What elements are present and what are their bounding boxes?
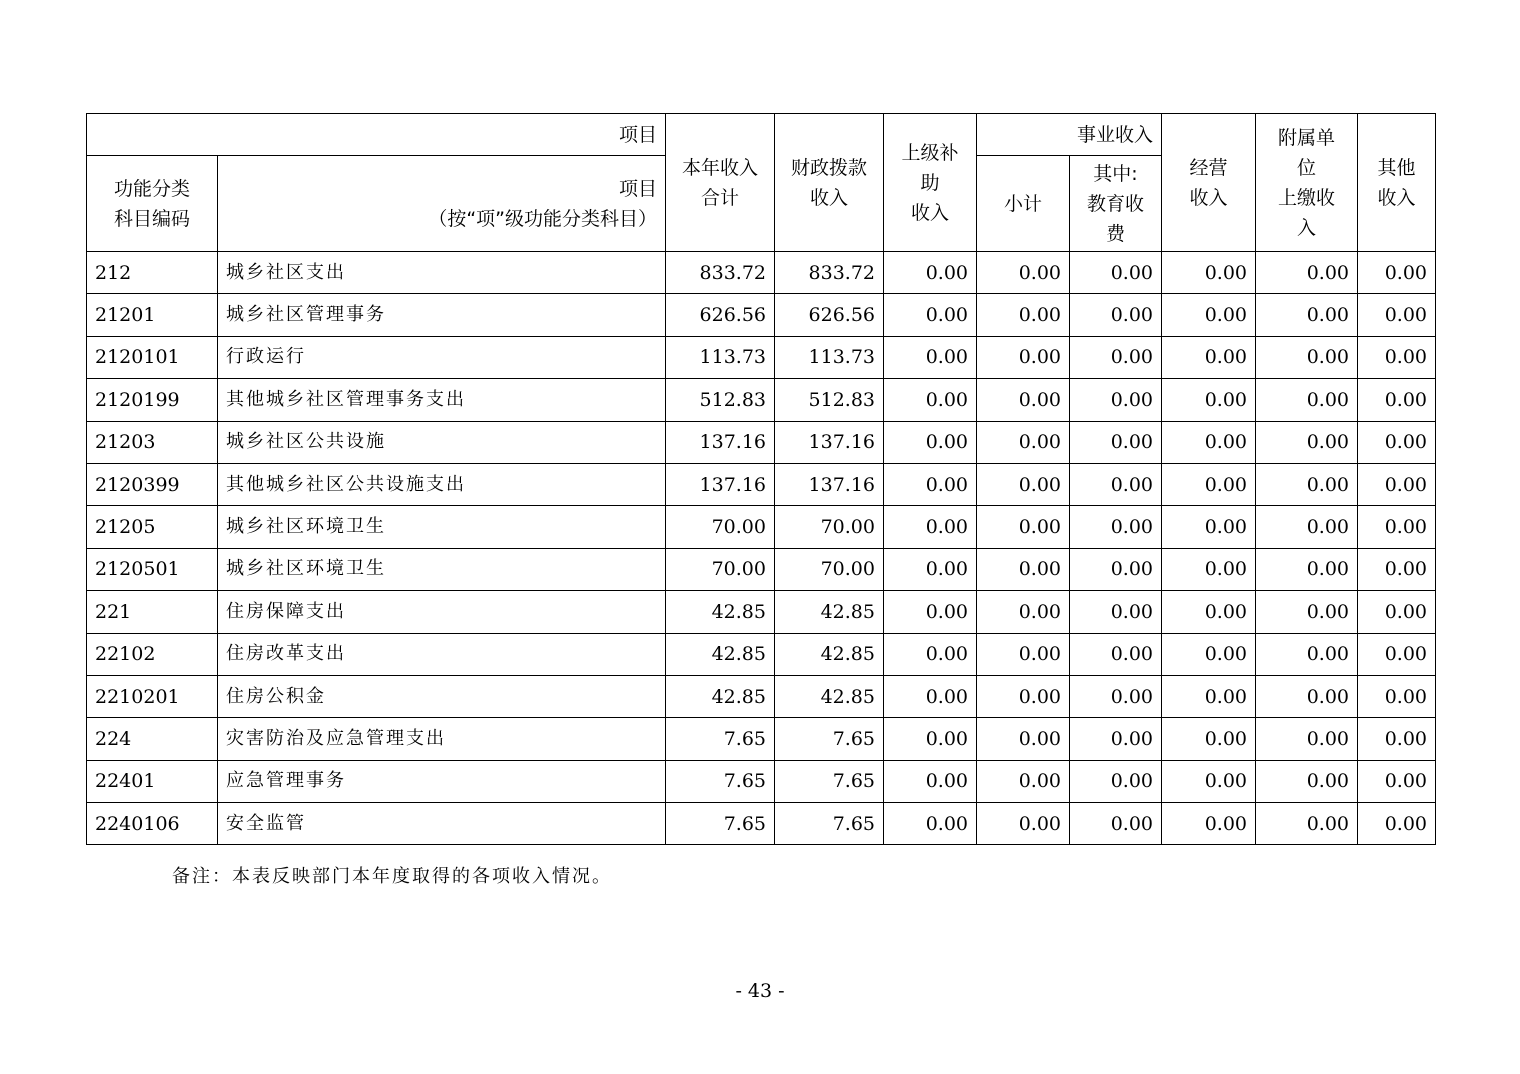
cell-subtotal: 0.00 [977, 506, 1070, 548]
cell-name: 城乡社区管理事务 [218, 294, 666, 336]
cell-upper: 0.00 [884, 548, 977, 590]
cell-edu: 0.00 [1070, 421, 1162, 463]
cell-fiscal: 833.72 [775, 252, 884, 294]
cell-edu: 0.00 [1070, 675, 1162, 717]
cell-affiliated: 0.00 [1256, 760, 1358, 802]
cell-upper: 0.00 [884, 760, 977, 802]
cell-upper: 0.00 [884, 379, 977, 421]
cell-code: 2120501 [87, 548, 218, 590]
cell-subtotal: 0.00 [977, 633, 1070, 675]
cell-upper: 0.00 [884, 463, 977, 505]
cell-other: 0.00 [1358, 336, 1436, 378]
cell-other: 0.00 [1358, 252, 1436, 294]
cell-code: 212 [87, 252, 218, 294]
cell-other: 0.00 [1358, 718, 1436, 760]
cell-fiscal: 70.00 [775, 548, 884, 590]
cell-upper: 0.00 [884, 718, 977, 760]
cell-name: 行政运行 [218, 336, 666, 378]
cell-other: 0.00 [1358, 633, 1436, 675]
cell-code: 21201 [87, 294, 218, 336]
table-row [87, 379, 1436, 421]
header-item: 项目 （按“项”级功能分类科目） [218, 156, 666, 252]
cell-other: 0.00 [1358, 675, 1436, 717]
cell-edu: 0.00 [1070, 633, 1162, 675]
header-fiscal: 财政拨款 收入 [775, 114, 884, 252]
table-row [87, 718, 1436, 760]
header-education-fee: 其中: 教育收 费 [1070, 156, 1162, 252]
cell-name: 城乡社区支出 [218, 252, 666, 294]
cell-code: 2120199 [87, 379, 218, 421]
cell-name: 其他城乡社区公共设施支出 [218, 463, 666, 505]
cell-edu: 0.00 [1070, 718, 1162, 760]
cell-total: 113.73 [666, 336, 775, 378]
cell-total: 7.65 [666, 718, 775, 760]
table-row [87, 252, 1436, 294]
cell-total: 42.85 [666, 675, 775, 717]
cell-upper: 0.00 [884, 252, 977, 294]
cell-subtotal: 0.00 [977, 548, 1070, 590]
cell-subtotal: 0.00 [977, 379, 1070, 421]
cell-total: 42.85 [666, 633, 775, 675]
cell-operating: 0.00 [1162, 252, 1256, 294]
cell-operating: 0.00 [1162, 591, 1256, 633]
header-other: 其他 收入 [1358, 114, 1436, 252]
cell-affiliated: 0.00 [1256, 421, 1358, 463]
cell-affiliated: 0.00 [1256, 548, 1358, 590]
cell-code: 2120101 [87, 336, 218, 378]
cell-subtotal: 0.00 [977, 591, 1070, 633]
cell-subtotal: 0.00 [977, 421, 1070, 463]
cell-name: 城乡社区环境卫生 [218, 506, 666, 548]
cell-code: 21203 [87, 421, 218, 463]
cell-code: 22102 [87, 633, 218, 675]
cell-name: 其他城乡社区管理事务支出 [218, 379, 666, 421]
cell-other: 0.00 [1358, 506, 1436, 548]
cell-fiscal: 137.16 [775, 463, 884, 505]
cell-name: 住房改革支出 [218, 633, 666, 675]
cell-code: 224 [87, 718, 218, 760]
cell-total: 70.00 [666, 548, 775, 590]
cell-fiscal: 626.56 [775, 294, 884, 336]
cell-total: 833.72 [666, 252, 775, 294]
cell-code: 21205 [87, 506, 218, 548]
cell-fiscal: 42.85 [775, 633, 884, 675]
table-row [87, 803, 1436, 845]
cell-code: 2210201 [87, 675, 218, 717]
cell-edu: 0.00 [1070, 252, 1162, 294]
cell-operating: 0.00 [1162, 463, 1256, 505]
cell-operating: 0.00 [1162, 336, 1256, 378]
cell-subtotal: 0.00 [977, 294, 1070, 336]
cell-other: 0.00 [1358, 803, 1436, 845]
cell-edu: 0.00 [1070, 591, 1162, 633]
cell-name: 住房公积金 [218, 675, 666, 717]
table-row [87, 336, 1436, 378]
cell-name: 安全监管 [218, 803, 666, 845]
table-row [87, 675, 1436, 717]
cell-subtotal: 0.00 [977, 675, 1070, 717]
cell-operating: 0.00 [1162, 506, 1256, 548]
cell-other: 0.00 [1358, 760, 1436, 802]
header-operating: 经营 收入 [1162, 114, 1256, 252]
table-row [87, 421, 1436, 463]
cell-affiliated: 0.00 [1256, 675, 1358, 717]
cell-fiscal: 512.83 [775, 379, 884, 421]
header-upper-subsidy: 上级补 助 收入 [884, 114, 977, 252]
cell-upper: 0.00 [884, 633, 977, 675]
cell-edu: 0.00 [1070, 294, 1162, 336]
header-affiliated: 附属单 位 上缴收 入 [1256, 114, 1358, 252]
cell-upper: 0.00 [884, 506, 977, 548]
cell-operating: 0.00 [1162, 760, 1256, 802]
cell-operating: 0.00 [1162, 548, 1256, 590]
table-row [87, 548, 1436, 590]
cell-total: 7.65 [666, 803, 775, 845]
cell-upper: 0.00 [884, 803, 977, 845]
cell-edu: 0.00 [1070, 548, 1162, 590]
cell-code: 22401 [87, 760, 218, 802]
cell-edu: 0.00 [1070, 463, 1162, 505]
cell-edu: 0.00 [1070, 803, 1162, 845]
table-row [87, 463, 1436, 505]
table-row [87, 591, 1436, 633]
cell-other: 0.00 [1358, 421, 1436, 463]
cell-total: 70.00 [666, 506, 775, 548]
cell-upper: 0.00 [884, 675, 977, 717]
cell-edu: 0.00 [1070, 506, 1162, 548]
cell-operating: 0.00 [1162, 421, 1256, 463]
cell-total: 626.56 [666, 294, 775, 336]
cell-operating: 0.00 [1162, 718, 1256, 760]
cell-fiscal: 70.00 [775, 506, 884, 548]
cell-fiscal: 113.73 [775, 336, 884, 378]
table-row [87, 294, 1436, 336]
cell-subtotal: 0.00 [977, 803, 1070, 845]
cell-name: 应急管理事务 [218, 760, 666, 802]
cell-other: 0.00 [1358, 591, 1436, 633]
cell-total: 7.65 [666, 760, 775, 802]
cell-code: 2120399 [87, 463, 218, 505]
cell-fiscal: 42.85 [775, 591, 884, 633]
cell-fiscal: 137.16 [775, 421, 884, 463]
cell-subtotal: 0.00 [977, 760, 1070, 802]
table-body [87, 252, 1436, 845]
cell-total: 512.83 [666, 379, 775, 421]
cell-name: 灾害防治及应急管理支出 [218, 718, 666, 760]
cell-subtotal: 0.00 [977, 463, 1070, 505]
cell-operating: 0.00 [1162, 294, 1256, 336]
header-subtotal: 小计 [977, 156, 1070, 252]
cell-fiscal: 7.65 [775, 803, 884, 845]
cell-affiliated: 0.00 [1256, 803, 1358, 845]
cell-edu: 0.00 [1070, 760, 1162, 802]
header-code: 功能分类 科目编码 [87, 156, 218, 252]
cell-code: 221 [87, 591, 218, 633]
cell-operating: 0.00 [1162, 803, 1256, 845]
cell-total: 42.85 [666, 591, 775, 633]
cell-affiliated: 0.00 [1256, 506, 1358, 548]
cell-other: 0.00 [1358, 548, 1436, 590]
cell-upper: 0.00 [884, 421, 977, 463]
cell-name: 住房保障支出 [218, 591, 666, 633]
cell-other: 0.00 [1358, 294, 1436, 336]
cell-affiliated: 0.00 [1256, 591, 1358, 633]
cell-operating: 0.00 [1162, 633, 1256, 675]
cell-upper: 0.00 [884, 336, 977, 378]
cell-affiliated: 0.00 [1256, 379, 1358, 421]
income-table [86, 113, 1436, 845]
cell-affiliated: 0.00 [1256, 633, 1358, 675]
cell-total: 137.16 [666, 421, 775, 463]
cell-edu: 0.00 [1070, 379, 1162, 421]
cell-affiliated: 0.00 [1256, 463, 1358, 505]
cell-code: 2240106 [87, 803, 218, 845]
table-row [87, 633, 1436, 675]
table-row [87, 506, 1436, 548]
table-row [87, 760, 1436, 802]
cell-affiliated: 0.00 [1256, 336, 1358, 378]
cell-other: 0.00 [1358, 379, 1436, 421]
cell-affiliated: 0.00 [1256, 718, 1358, 760]
page-number: - 43 - [735, 980, 785, 1002]
header-project: 项目 [87, 114, 666, 156]
cell-name: 城乡社区环境卫生 [218, 548, 666, 590]
cell-total: 137.16 [666, 463, 775, 505]
cell-fiscal: 7.65 [775, 760, 884, 802]
header-total: 本年收入 合计 [666, 114, 775, 252]
header-business-income: 事业收入 [977, 114, 1162, 156]
cell-fiscal: 7.65 [775, 718, 884, 760]
cell-operating: 0.00 [1162, 675, 1256, 717]
cell-affiliated: 0.00 [1256, 294, 1358, 336]
cell-edu: 0.00 [1070, 336, 1162, 378]
cell-other: 0.00 [1358, 463, 1436, 505]
cell-affiliated: 0.00 [1256, 252, 1358, 294]
cell-subtotal: 0.00 [977, 252, 1070, 294]
cell-operating: 0.00 [1162, 379, 1256, 421]
cell-upper: 0.00 [884, 294, 977, 336]
table-note: 备注：本表反映部门本年度取得的各项收入情况。 [172, 866, 612, 887]
cell-subtotal: 0.00 [977, 718, 1070, 760]
cell-subtotal: 0.00 [977, 336, 1070, 378]
cell-name: 城乡社区公共设施 [218, 421, 666, 463]
cell-upper: 0.00 [884, 591, 977, 633]
cell-fiscal: 42.85 [775, 675, 884, 717]
